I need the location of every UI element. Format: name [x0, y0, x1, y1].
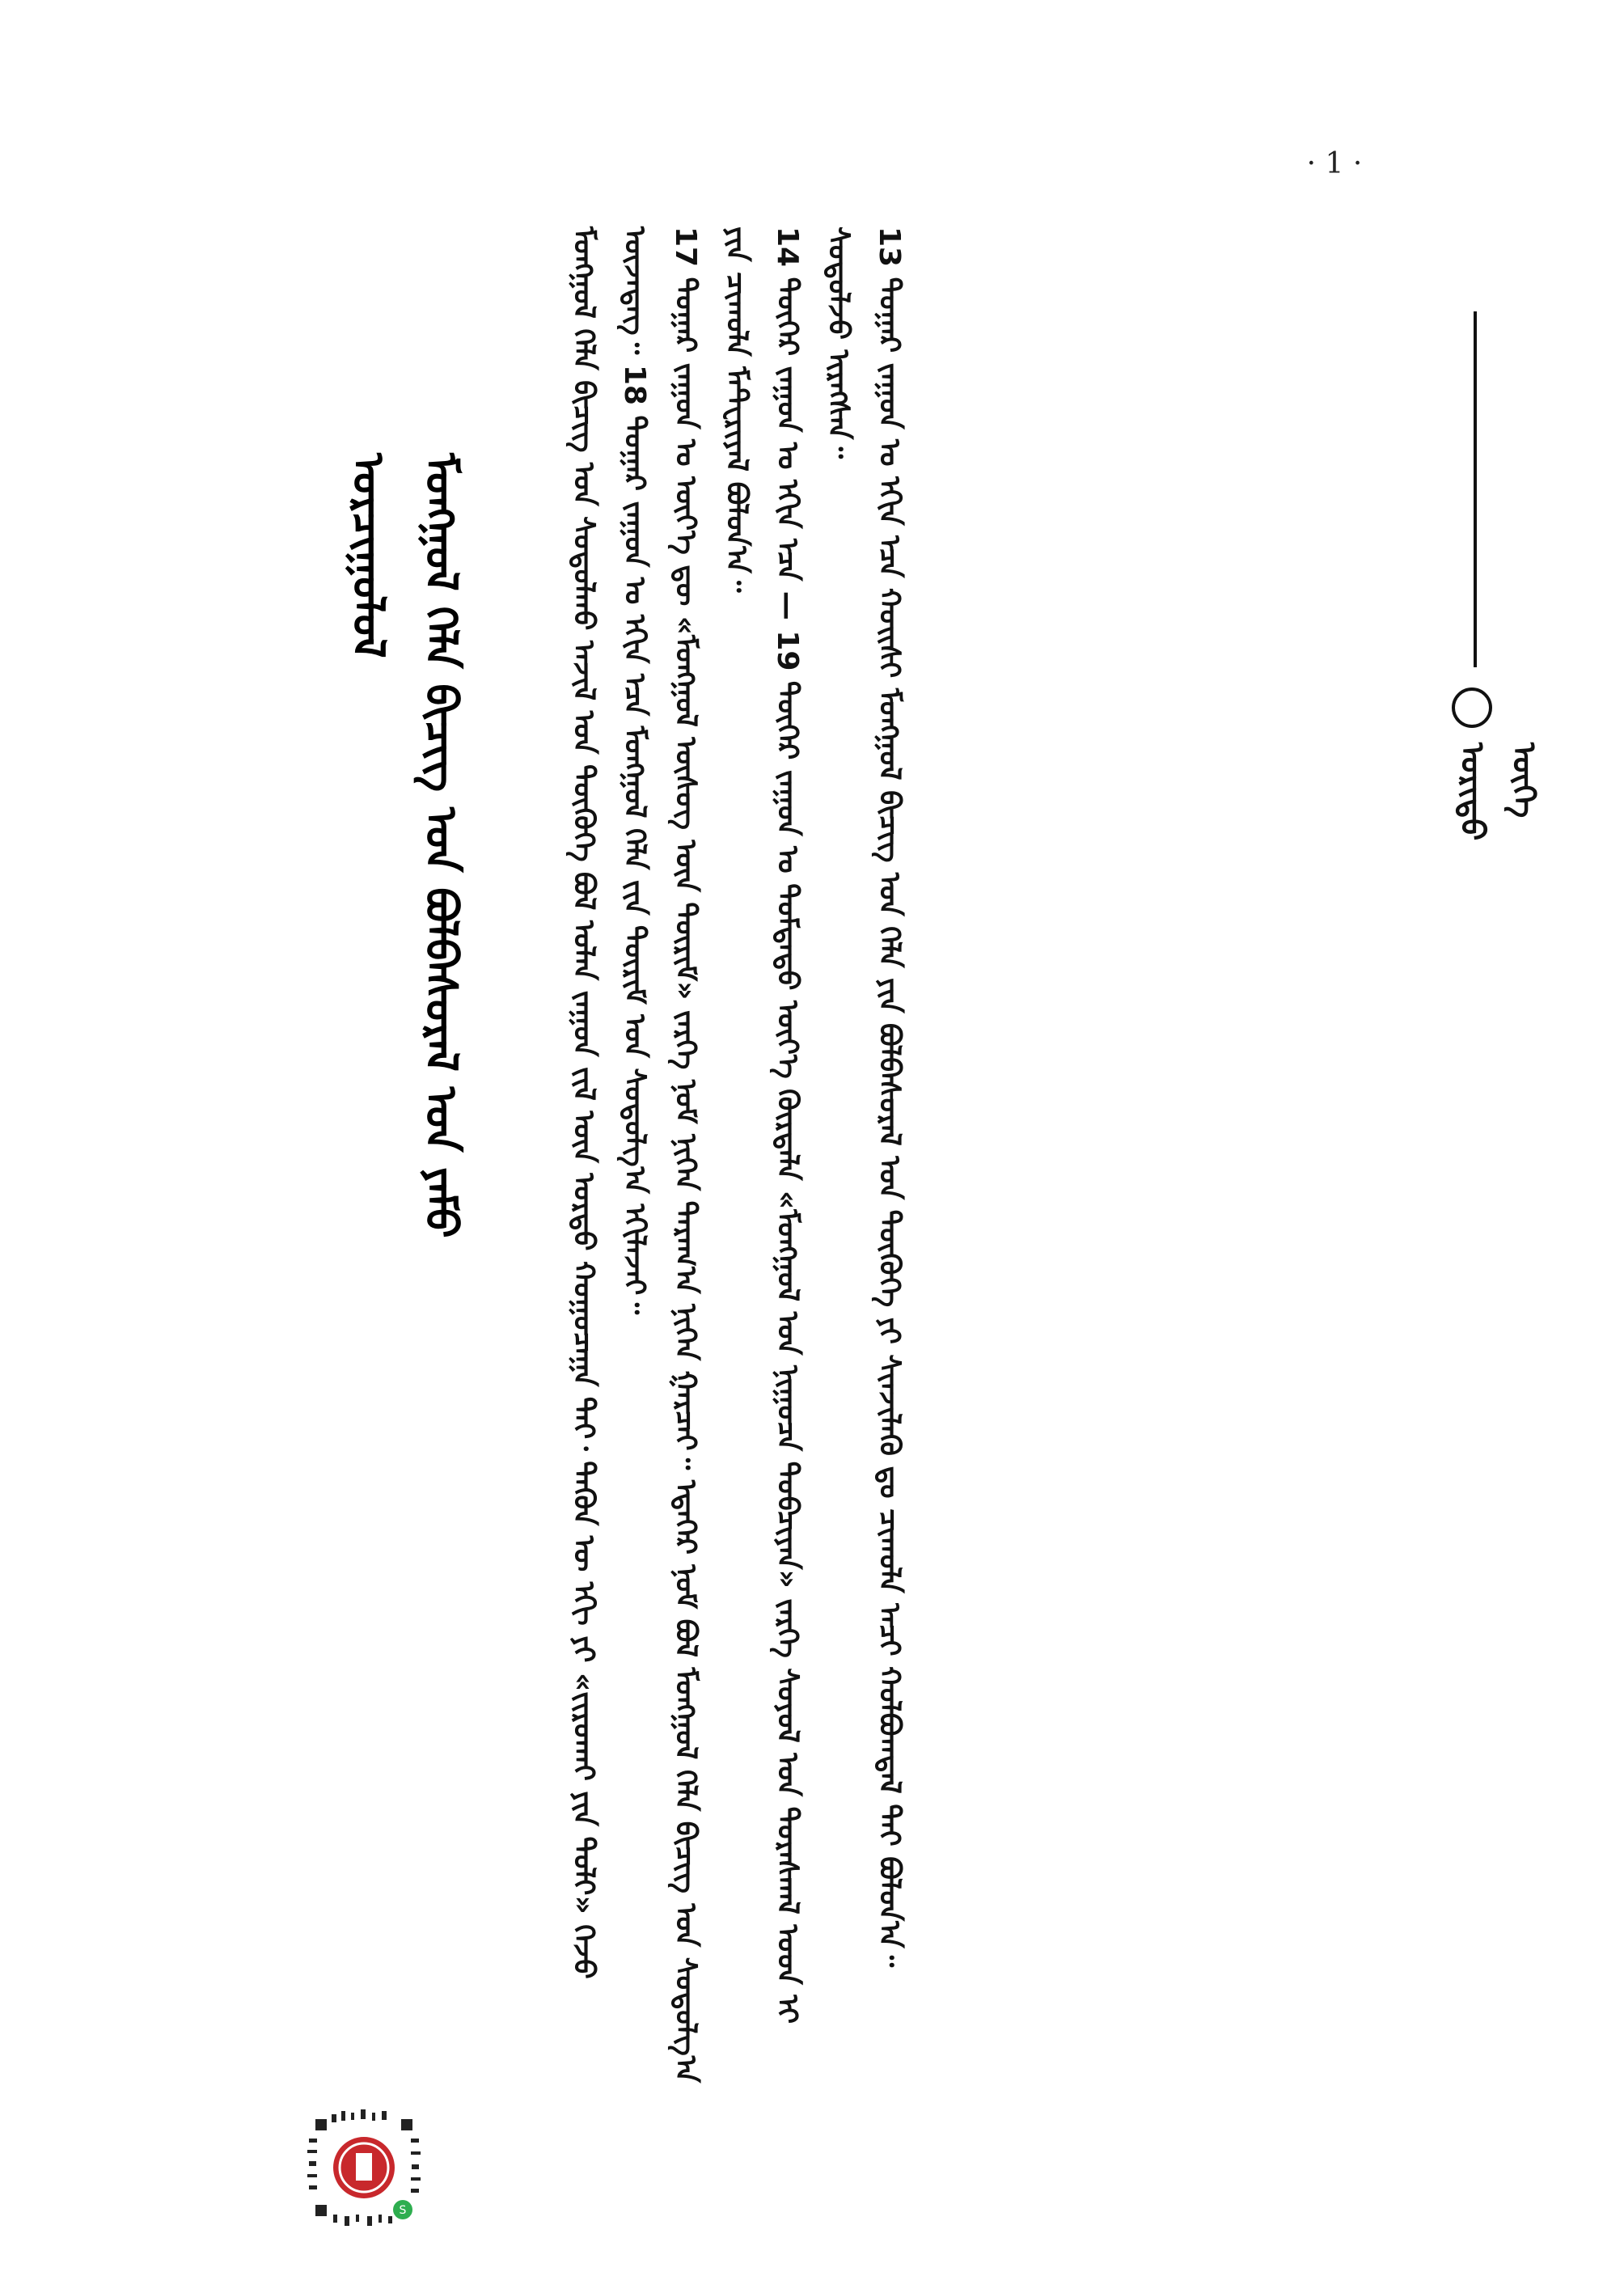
- page-number: · 1 ·: [1306, 147, 1363, 180]
- chapter-title: [332, 453, 477, 1407]
- chapter-title-line-1: ᠣᠷᠴᠢᠭᠤᠯᠤᠯ: [343, 453, 394, 658]
- header-circle-ornament: [1452, 687, 1492, 728]
- header-rule: [1474, 311, 1477, 667]
- body-paragraph: 14 ᠳᠦᠭᠡᠷ ᠵᠠᠭᠤᠨ ᠤ ᠡᠬᠢᠨ ᠡᠴᠡ — 19 ᠳᠦᠭᠡᠷ ᠵᠠᠭᠤᠨ ᠤ ᠳᠤᠮᠳᠠᠳᠤ ᠦᠶ᠎ᠡ ᠬᠦᠷᠲᠡᠯᠡ «ᠮᠣᠩᠭᠣᠯ ᠤᠨ ᠨᠢᠭᠤᠴᠠ ᠲᠣᠪᠴᠢᠶᠠᠨ» ᠵᠡᠷᠭᠡ ᠰᠣᠶᠤᠯ ᠤᠨ ᠳᠤᠷᠠᠰᠬᠠᠯ ᠤᠳ ᠢ ᠰᠤᠳᠤᠯᠵᠤ ᠢᠷᠡᠭᠰᠡᠨ᠃: [771, 226, 855, 2024]
- body-paragraph: ᠮᠣᠩᠭᠣᠯ ᠬᠡᠯᠡ ᠪᠢᠴᠢᠭ ᠤᠨ ᠰᠤᠳᠤᠯᠬᠤ ᠠᠵᠢᠯ ᠤᠨ ᠲᠦᠭᠦᠬᠡ ᠪᠣᠯ ᠣᠯᠠᠨ ᠵᠠᠭᠤᠨ ᠵᠢᠯ ᠦᠨ ᠤᠷᠲᠤ ᠬᠤᠭᠤᠴᠠᠭᠠ ᠲᠠᠢ᠂ ᠲᠡᠭᠦᠨ ᠦ ᠡᠬᠢ ᠶᠢ «ᠵᠢᠷᠤᠬᠠᠢ ᠶᠢᠨ ᠲᠣᠯᠢ» ᠭᠡᠵᠦ ᠦᠵᠡᠳᠡᠭ᠃ 18 ᠳᠤᠭᠠᠷ ᠵᠠᠭᠤᠨ ᠤ ᠡᠬᠢᠨ ᠡᠴᠡ ᠮᠣᠩᠭᠣᠯ ᠬᠡᠯᠡ ᠵᠢᠨ ᠳᠦᠷᠢᠮ ᠤᠨ ᠰᠤᠳᠤᠯᠭ᠎ᠠ ᠡᠬᠢᠯᠡᠵᠡᠢ᠃: [567, 226, 651, 1979]
- body-paragraph: 17 ᠳᠤᠭᠠᠷ ᠵᠠᠭᠤᠨ ᠤ ᠦᠶ᠎ᠡ ᠳᠦ «ᠮᠣᠩᠭᠣᠯ ᠦᠰᠦᠭ ᠦᠨ ᠳᠦᠷᠢᠮ» ᠵᠡᠷᠭᠡ ᠨᠣᠮ ᠨᠢᠭᠡᠨ ᠳᠠᠷᠠᠭ᠎ᠠ ᠨᠢᠭᠡᠨ ᠭᠠᠷᠴᠠᠢ᠃ ᠡᠳᠡᠭᠡᠷ ᠨᠣᠮ ᠪᠣᠯ ᠮᠣᠩᠭᠣᠯ ᠬᠡᠯᠡ ᠪᠢᠴᠢᠭ ᠤᠨ ᠰᠤᠳᠤᠯᠭ᠎ᠠ ᠶᠢᠨ ᠴᠢᠬᠤᠯᠠ ᠮᠠᠲᠧᠷᠢᠶᠠᠯ ᠪᠣᠯᠤᠨ᠎ᠠ᠃: [669, 226, 753, 2084]
- running-head: ᠤᠷᠢᠳᠤ ᠦᠭᠡ: [1453, 742, 1542, 841]
- svg-text:S: S: [399, 2204, 407, 2217]
- body-text: [558, 226, 1399, 2095]
- chapter-title-line-2: ᠮᠣᠩᠭᠣᠯ ᠬᠡᠯᠡ ᠪᠢᠴᠢᠭ ᠤᠨ ᠪᠣᠯᠪᠠᠰᠤᠷᠠᠯ ᠤᠨ ᠶᠠᠮᠤ: [416, 453, 467, 1238]
- body-paragraph: 13 ᠳᠤᠭᠠᠷ ᠵᠠᠭᠤᠨ ᠤ ᠡᠬᠢᠨ ᠡᠴᠡ ᠬᠣᠢᠰᠢ ᠮᠣᠩᠭᠣᠯ ᠪᠢᠴᠢᠭ ᠤᠨ ᠬᠡᠯᠡ ᠶᠢᠨ ᠪᠣᠯᠪᠠᠰᠤᠷᠠᠯ ᠤᠨ ᠲᠦᠭᠦᠬᠡ ᠶᠢ ᠰᠢᠨᠵᠢᠯᠡᠬᠦ ᠳᠤ ᠴᠢᠬᠤᠯᠠ ᠠᠴᠢ ᠬᠣᠯᠪᠣᠭᠳᠠᠯ ᠲᠠᠢ ᠪᠣᠯᠤᠨ᠎ᠠ᠃: [873, 226, 906, 1968]
- qr-code-icon[interactable]: [299, 2103, 429, 2232]
